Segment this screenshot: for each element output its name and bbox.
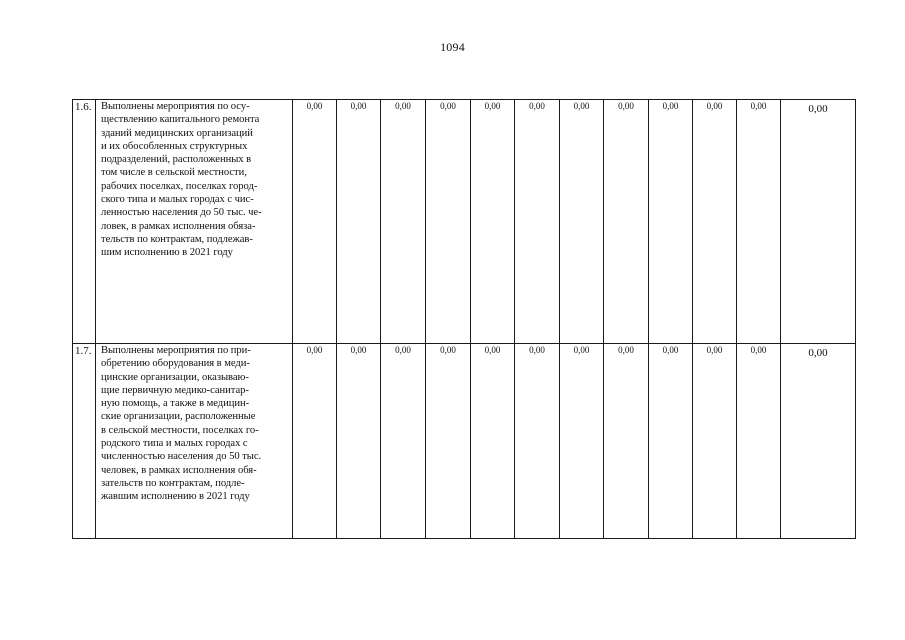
description-line: и их обособленных структурных bbox=[101, 140, 248, 152]
value-cell: 0,00 bbox=[515, 100, 560, 344]
value-cell: 0,00 bbox=[426, 344, 471, 539]
total-value-cell: 0,00 bbox=[781, 344, 856, 539]
description-line: в сельской местности, поселках го- bbox=[101, 424, 259, 436]
total-value-cell: 0,00 bbox=[781, 100, 856, 344]
value-cell: 0,00 bbox=[381, 100, 426, 344]
value-cell: 0,00 bbox=[426, 100, 471, 344]
value-cell: 0,00 bbox=[293, 100, 337, 344]
page-number: 1094 bbox=[440, 40, 465, 54]
value-cell: 0,00 bbox=[604, 344, 649, 539]
description-line: ловек, в рамках исполнения обяза- bbox=[101, 220, 256, 232]
description-line: обретению оборудования в меди- bbox=[101, 358, 250, 370]
description-line: человек, в рамках исполнения обя- bbox=[101, 464, 257, 476]
description-line: щие первичную медико-санитар- bbox=[101, 384, 249, 396]
value-cell: 0,00 bbox=[471, 100, 515, 344]
value-cell: 0,00 bbox=[560, 100, 604, 344]
value-cell: 0,00 bbox=[293, 344, 337, 539]
description-line: жавшим исполнению в 2021 году bbox=[101, 491, 250, 503]
description-line: ществлению капитального ремонта bbox=[101, 114, 260, 126]
description-line: родского типа и малых городах с bbox=[101, 438, 248, 450]
row-number: 1.6. bbox=[73, 100, 96, 344]
description-line: тельств по контрактам, подлежав- bbox=[101, 233, 253, 245]
value-cell: 0,00 bbox=[381, 344, 426, 539]
description-line: шим исполнению в 2021 году bbox=[101, 247, 233, 259]
description-line: ские организации, расположенные bbox=[101, 411, 256, 423]
description-line: рабочих поселках, поселках город- bbox=[101, 180, 258, 192]
value-cell: 0,00 bbox=[737, 100, 781, 344]
value-cell: 0,00 bbox=[693, 344, 737, 539]
value-cell: 0,00 bbox=[737, 344, 781, 539]
row-description bbox=[96, 344, 293, 539]
description-line: численностью населения до 50 тыс. bbox=[101, 451, 262, 463]
value-cell: 0,00 bbox=[471, 344, 515, 539]
row-number: 1.7. bbox=[73, 344, 96, 539]
description-line: ленностью населения до 50 тыс. че- bbox=[101, 207, 262, 219]
value-cell: 0,00 bbox=[515, 344, 560, 539]
value-cell: 0,00 bbox=[337, 344, 381, 539]
description-line: том числе в сельской местности, bbox=[101, 167, 247, 179]
value-cell: 0,00 bbox=[649, 344, 693, 539]
description-line: Выполнены мероприятия по при- bbox=[101, 345, 251, 356]
value-cell: 0,00 bbox=[337, 100, 381, 344]
description-line: Выполнены мероприятия по осу- bbox=[101, 101, 250, 112]
value-cell: 0,00 bbox=[604, 100, 649, 344]
description-line: ского типа и малых городах с чис- bbox=[101, 194, 254, 206]
table-row bbox=[73, 344, 856, 539]
value-cell: 0,00 bbox=[649, 100, 693, 344]
description-line: зданий медицинских организаций bbox=[101, 127, 253, 139]
results-table bbox=[72, 99, 856, 539]
table-row bbox=[73, 100, 856, 344]
value-cell: 0,00 bbox=[560, 344, 604, 539]
row-description bbox=[96, 100, 293, 344]
value-cell: 0,00 bbox=[693, 100, 737, 344]
description-line: подразделений, расположенных в bbox=[101, 154, 252, 166]
description-line: цинские организации, оказываю- bbox=[101, 371, 249, 383]
description-line: ную помощь, а также в медицин- bbox=[101, 398, 250, 410]
description-line: зательств по контрактам, подле- bbox=[101, 477, 245, 489]
